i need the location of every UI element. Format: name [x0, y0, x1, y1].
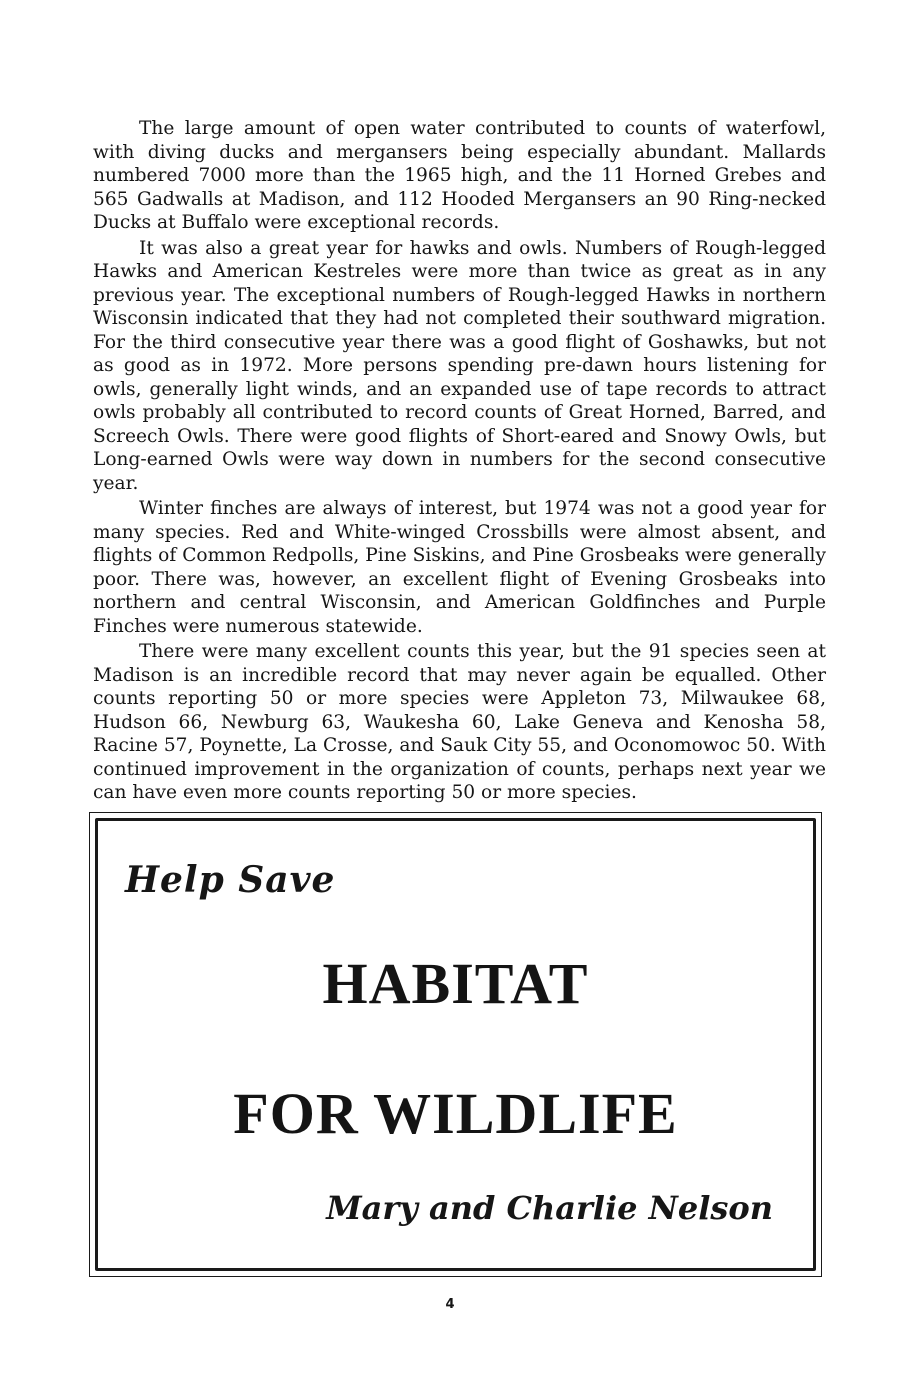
advertisement-box [89, 812, 822, 1277]
advertisement-inner-frame [95, 818, 816, 1271]
ad-tagline: Help Save [125, 859, 336, 901]
ad-sponsor-names: Mary and Charlie Nelson [326, 1189, 773, 1227]
article-paragraph-waterfowl: The large amount of open water contributed to counts of waterfowl, with diving ducks and mergansers being especially abundant. Mallards numbered 7000 more than the 1965 high, and the 11 Horned Grebes and 565 Gadwalls at Madison, and 112 Hooded Mergansers an 90 Ring-necked Ducks at Buffalo were exceptional records. [93, 118, 826, 233]
ad-headline-line-2: FOR WILDLIFE [233, 1081, 678, 1146]
article-body [93, 117, 826, 807]
article-paragraph-hawks-owls: It was also a great year for hawks and owls. Numbers of Rough-legged Hawks and American Kestreles were more than twice as great as in any previous year. The exceptional numbers of Rough-legged Hawks in northern Wisconsin indicated that they had not completed their southward migration. For the third consecutive year there was a good flight of Goshawks, but not as good as in 1972. More persons spending pre-dawn hours listening for owls, generally light winds, and an expanded use of tape records to attract owls probably all contributed to record counts of Great Horned, Barred, and Screech Owls. There were good flights of Short-eared and Snowy Owls, but Long-earned Owls were way down in numbers for the second consecutive year. [93, 237, 826, 494]
ad-headline-line-1: HABITAT [322, 951, 589, 1016]
page-number: 4 [445, 1297, 455, 1312]
article-paragraph-winter-finches: Winter finches are always of interest, but 1974 was not a good year for many species. Red and White-winged Crossbills were almost absent, and flights of Common Redpolls, Pine Siskins, and Pine Grosbeaks were generally poor. There was, however, an excellent flight of Evening Grosbeaks into northern and central Wisconsin, and American Goldfinches and Purple Finches were numerous statewide. [93, 498, 826, 637]
article-paragraph-counts: There were many excellent counts this year, but the 91 species seen at Madison is an incredible record that may never again be equalled. Other counts reporting 50 or more species were Appleton 73, Milwaukee 68, Hudson 66, Newburg 63, Waukesha 60, Lake Geneva and Kenosha 58, Racine 57, Poynette, La Crosse, and Sauk City 55, and Oconomowoc 50. With continued improvement in the organization of counts, perhaps next year we can have even more counts reporting 50 or more species. [93, 641, 826, 803]
